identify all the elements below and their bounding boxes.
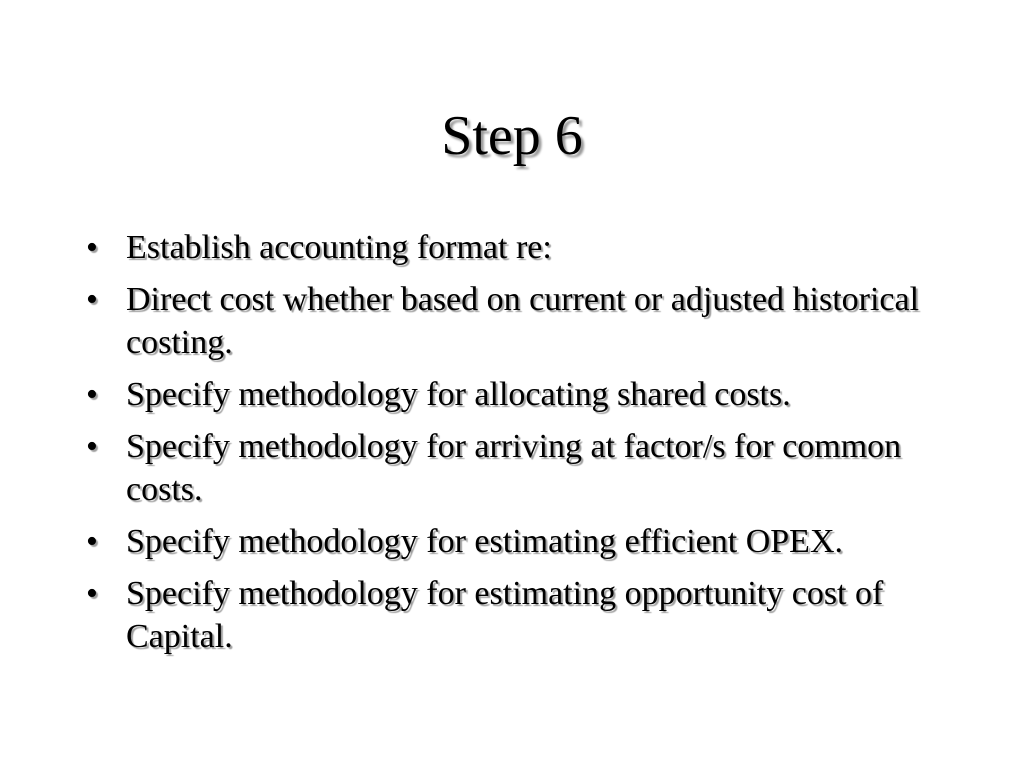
bullet-text: Specify methodology for estimating opportunity cost of Capital. [126,575,884,655]
bullet-item [84,226,964,269]
bullet-dot-icon: • [86,523,98,560]
bullet-list [84,226,964,667]
bullet-item [84,373,964,416]
bullet-text: Direct cost whether based on current or adjusted historical costing. [126,281,920,361]
bullet-dot-icon: • [86,575,98,612]
bullet-dot-icon: • [86,428,98,465]
slide-title: Step 6 [441,105,583,167]
bullet-item [84,278,964,364]
bullet-text: Establish accounting format re: [126,229,552,266]
bullet-text: Specify methodology for arriving at factor/s for common costs. [126,428,902,508]
bullet-text: Specify methodology for estimating efficient OPEX. [126,523,844,560]
bullet-dot-icon: • [86,281,98,318]
bullet-dot-icon: • [86,376,98,413]
bullet-text: Specify methodology for allocating shared costs. [126,376,791,413]
bullet-item [84,520,964,563]
bullet-dot-icon: • [86,229,98,266]
bullet-item [84,425,964,511]
bullet-item [84,572,964,658]
